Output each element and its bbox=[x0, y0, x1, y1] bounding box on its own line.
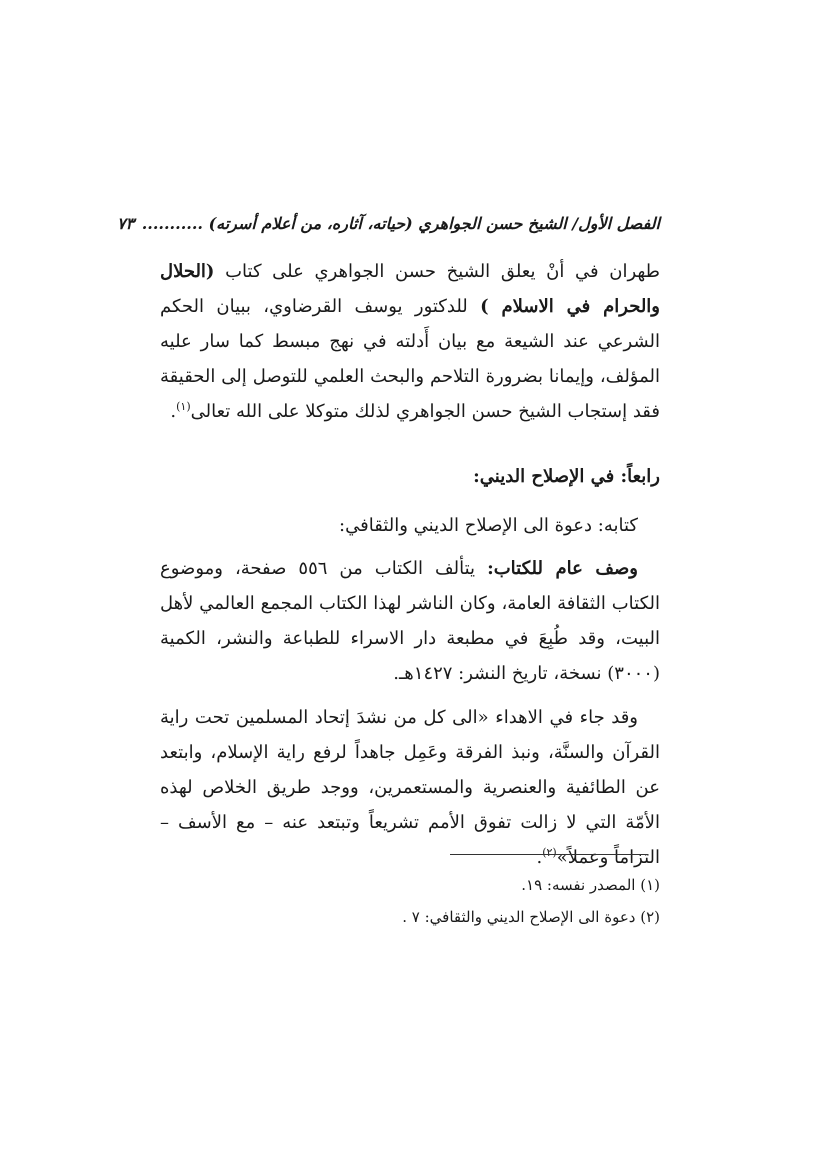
dedication-end: . bbox=[536, 847, 543, 868]
page-number: ٧٣ bbox=[116, 214, 135, 233]
footnote-divider bbox=[450, 854, 648, 855]
book-title: (الحلال والحرام في الاسلام ) bbox=[160, 261, 661, 317]
footnote-1: (١) المصدر نفسه: ١٩. bbox=[521, 876, 660, 894]
footnote-ref-2: (٢) bbox=[542, 846, 557, 859]
dedication-text: وقد جاء في الاهداء «الى كل من نشدَ إتحاد المسلمين تحت راية القرآن والسنَّة، ونبذ الفرقة وعَمِل جاهداً لرفع راية الإسلام، وابتعد عن الطائفية والعنصرية والمستعمرين، ووجد طريق الخلاص لهذه الأمّة التي لا زالت تفوق الأمم تشريعاً وتبتعد عنه – مع الأسف – التزاماً وعملاً» bbox=[160, 707, 660, 868]
paragraph-1-text-a: طهران في أنْ يعلق الشيخ حسن الجواهري على كتاب bbox=[214, 261, 660, 282]
paragraph-1 bbox=[160, 254, 660, 429]
description-label: وصف عام للكتاب: bbox=[487, 558, 638, 579]
dedication-paragraph bbox=[160, 700, 660, 875]
paragraph-1-text-b: للدكتور يوسف القرضاوي، ببيان الحكم الشرعي عند الشيعة مع بيان أَدلته في نهج مبسط كما سار عليه المؤلف، وإيمانا بضرورة التلاحم والبحث العلمي للتوصل إلى الحقيقة فقد إستجاب الشيخ حسن الجواهري لذلك متوكلا على الله تعالى bbox=[160, 296, 660, 422]
section-heading: رابعاً: في الإصلاح الديني: bbox=[473, 466, 660, 487]
footnote-ref-1: (١) bbox=[176, 400, 191, 413]
running-header bbox=[116, 214, 660, 233]
footnote-2: (٢) دعوة الى الإصلاح الديني والثقافي: ٧ . bbox=[402, 908, 660, 926]
header-leader: ........... bbox=[141, 214, 203, 233]
book-description bbox=[160, 551, 660, 691]
book-line: كتابه: دعوة الى الإصلاح الديني والثقافي: bbox=[339, 515, 638, 536]
header-title: الفصل الأول/ الشيخ حسن الجواهري (حياته، آثاره، من أعلام أسرته) bbox=[208, 214, 660, 233]
description-text: يتألف الكتاب من ٥٥٦ صفحة، وموضوع الكتاب الثقافة العامة، وكان الناشر لهذا الكتاب المجمع العالمي لأهل البيت، وقد طُبِعَ في مطبعة دار الاسراء للطباعة والنشر، الكمية (٣٠٠٠) نسخة، تاريخ النشر: ١٤٢٧هـ. bbox=[160, 558, 660, 684]
paragraph-1-end: . bbox=[170, 401, 177, 422]
